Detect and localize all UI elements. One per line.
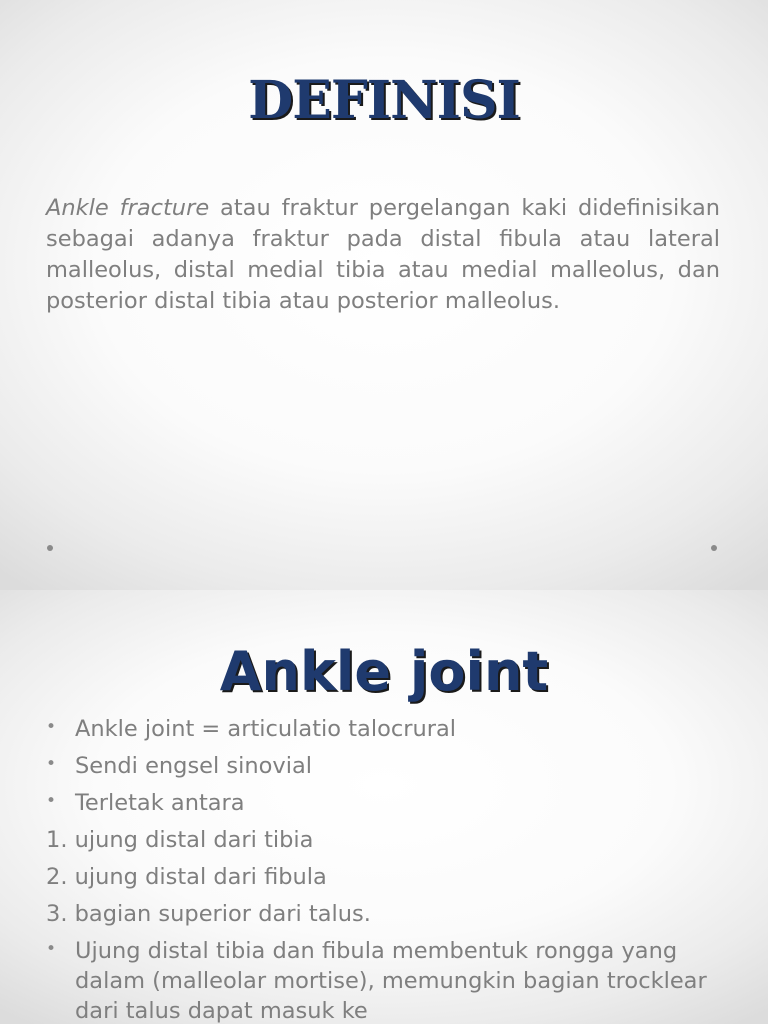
bullet-dot-icon (47, 545, 53, 551)
content-list (46, 714, 726, 1024)
definition-text: atau fraktur pergelangan kaki didefinisikan sebagai adanya fraktur pada distal fibula atau lateral malleolus, distal medial tibia atau medial malleolus, dan posterior distal tibia atau posterior malleolus. (46, 195, 720, 314)
definition-paragraph (46, 193, 720, 317)
slide-title: Ankle joint (219, 640, 549, 703)
list-item: • Terletak antara (46, 788, 726, 818)
list-item: 1. ujung distal dari tibia (46, 827, 314, 853)
definition-term: Ankle fracture (46, 195, 210, 221)
slide-ankle-joint (0, 590, 768, 1024)
list-item: • Ankle joint = articulatio talocrural (46, 714, 726, 744)
list-item: 3. bagian superior dari talus. (46, 901, 371, 927)
list-item: • Sendi engsel sinovial (46, 751, 726, 781)
slide-title: DEFINISI (248, 70, 520, 131)
list-item: • Ujung distal tibia dan fibula membentuk rongga yang dalam (malleolar mortise), memungkin bagian trocklear dari talus dapat masuk ke (46, 936, 726, 1024)
bullet-dot-icon (711, 545, 717, 551)
list-item: 2. ujung distal dari fibula (46, 864, 327, 890)
